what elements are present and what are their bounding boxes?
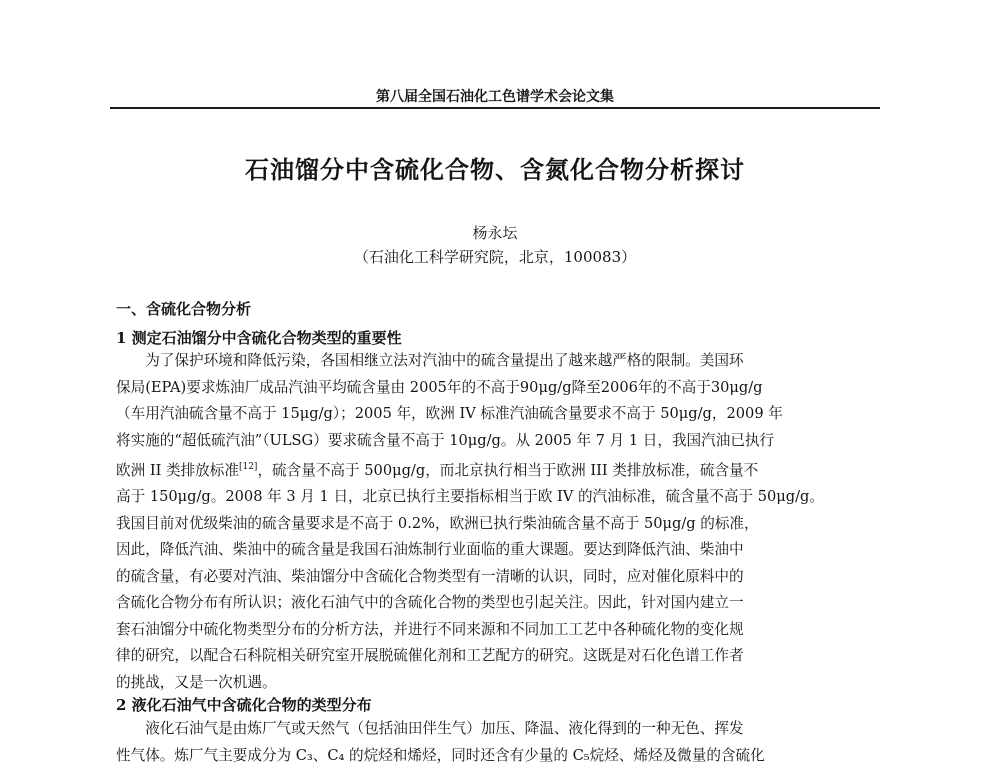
text-line: 我国目前对优级柴油的硫含量要求是不高于 0.2%，欧洲已执行柴油硫含量不高于 50μg/g 的标准， (116, 511, 882, 538)
affiliation: （石油化工科学研究院，北京，100083） (110, 246, 880, 267)
header-rule (110, 107, 880, 109)
subsection-heading-1-2: 2 液化石油气中含硫化合物的类型分布 (116, 694, 372, 715)
text-line: 的挑战，又是一次机遇。 (116, 670, 882, 697)
text-line: 含硫化合物分布有所认识；液化石油气中的含硫化合物的类型也引起关注。因此，针对国内建立一 (116, 590, 882, 617)
text-line: （车用汽油硫含量不高于 15μg/g）；2005 年，欧洲 IV 标准汽油硫含量要求不高于 50μg/g，2009 年 (116, 401, 882, 428)
text-line: 液化石油气是由炼厂气或天然气（包括油田伴生气）加压、降温、液化得到的一种无色、挥发 (116, 716, 882, 743)
section-heading-1: 一、含硫化合物分析 (116, 298, 251, 319)
paragraph-1-1 (116, 348, 882, 696)
text-line: 高于 150μg/g。2008 年 3 月 1 日，北京已执行主要指标相当于欧 IV 的汽油标准，硫含量不高于 50μg/g。 (116, 484, 882, 511)
text-line: 因此，降低汽油、柴油中的硫含量是我国石油炼制行业面临的重大课题。要达到降低汽油、柴油中 (116, 537, 882, 564)
text-line (116, 454, 882, 484)
text-fragment: 欧洲 II 类排放标准 (116, 462, 239, 479)
paper-title: 石油馏分中含硫化合物、含氮化合物分析探讨 (110, 150, 880, 185)
text-line: 套石油馏分中硫化物类型分布的分析方法，并进行不同来源和不同加工工艺中各种硫化物的变化规 (116, 617, 882, 644)
paragraph-1-2 (116, 716, 882, 769)
text-line: 的硫含量，有必要对汽油、柴油馏分中含硫化合物类型有一清晰的认识，同时，应对催化原料中的 (116, 564, 882, 591)
text-line: 为了保护环境和降低污染，各国相继立法对汽油中的硫含量提出了越来越严格的限制。美国环 (116, 348, 882, 375)
text-line: 保局(EPA)要求炼油厂成品汽油平均硫含量由 2005年的不高于90μg/g降至2006年的不高于30μg/g (116, 375, 882, 402)
subsection-heading-1-1: 1 测定石油馏分中含硫化合物类型的重要性 (116, 327, 402, 348)
text-line: 律的研究，以配合石科院相关研究室开展脱硫催化剂和工艺配方的研究。这既是对石化色谱工作者 (116, 643, 882, 670)
author: 杨永坛 (110, 222, 880, 243)
text-line: 将实施的“超低硫汽油”（ULSG）要求硫含量不高于 10μg/g。从 2005 年 7 月 1 日，我国汽油已执行 (116, 428, 882, 455)
text-line: 性气体。炼厂气主要成分为 C₃、C₄ 的烷烃和烯烃，同时还含有少量的 C₅烷烃、烯烃及微量的含硫化 (116, 743, 882, 769)
citation: [12] (239, 462, 257, 472)
text-fragment: ，硫含量不高于 500μg/g，而北京执行相当于欧洲 III 类排放标准，硫含量不 (257, 462, 758, 479)
running-header: 第八届全国石油化工色谱学术会论文集 (110, 86, 880, 106)
